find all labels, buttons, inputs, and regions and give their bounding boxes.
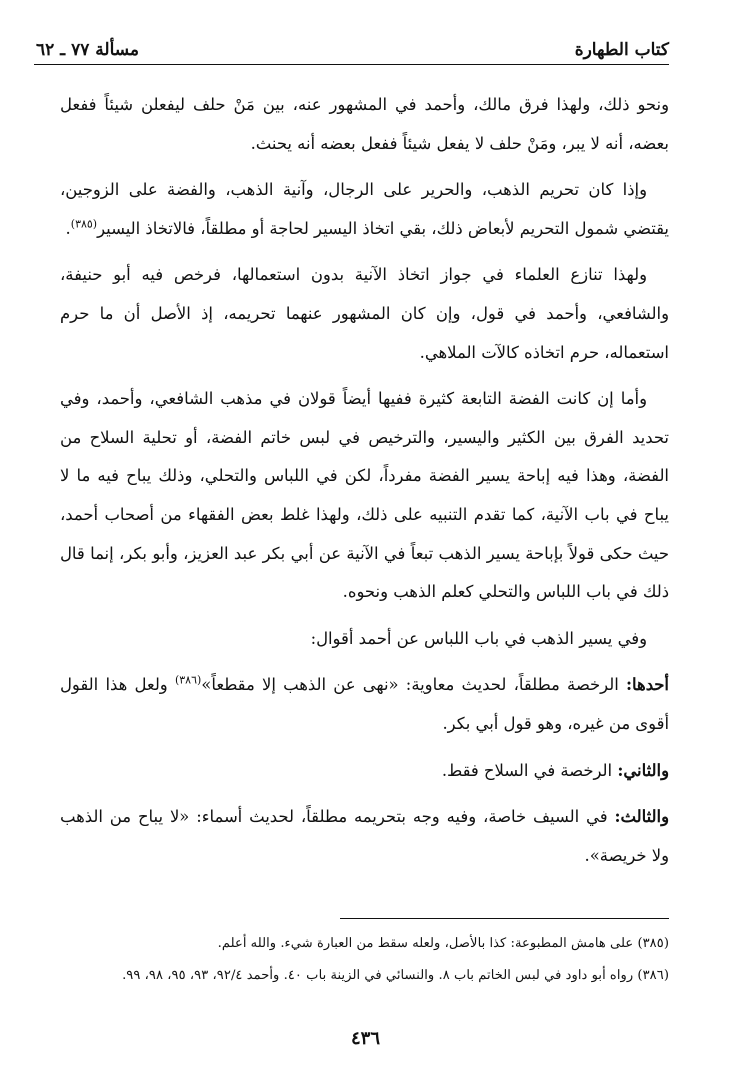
paragraph-5: وفي يسير الذهب في باب اللباس عن أحمد أقوال: [310,628,647,648]
paragraph-2-text: وإذا كان تحريم الذهب، والحرير على الرجال، وآنية الذهب، والفضة على الزوجين، يقتضي شمول التحريم لأبعاض ذلك، بقي اتخاذ اليسير لحاجة أو مطلقاً، فالاتخاذ اليسير [60,180,669,238]
paragraph-7-text: الرخصة في السلاح فقط. [441,760,618,780]
paragraph-8-text: في السيف خاصة، وفيه وجه بتحريمه مطلقاً، لحديث أسماء: «لا يباح من الذهب ولا خريصة». [60,807,669,865]
paragraph-6-text: الرخصة مطلقاً، لحديث معاوية: «نهى عن الذهب إلا مقطعاً» [201,675,626,695]
footnote-ref-385[interactable]: (٣٨٥) [70,217,98,231]
paragraph-4: وأما إن كانت الفضة التابعة كثيرة ففيها أيضاً قولان في مذهب الشافعي، وأحمد، وفي تحديد الفرق بين الكثير واليسير، والترخيص في لبس خاتم الفضة، أو تحلية السلاح من الفضة، وهذا فيه إباحة يسير الفضة مفرداً، لكن في اللباس والتحلي، وذلك يباح فيه ما لا يباح في باب الآنية، كما تقدم التنبيه على ذلك، ولهذا غلط بعض الفقهاء من أصحاب أحمد، حيث حكى قولاً بإباحة يسير الذهب تبعاً في الآنية عن أبي بكر عبد العزيز، وأبو بكر، إنما قال ذلك في باب اللباس والتحلي كعلم الذهب ونحوه. [60,389,669,602]
footnote-385: (٣٨٥) على هامش المطبوعة: كذا بالأصل، ولعله سقط من العبارة شيء. والله أعلم. [217,936,669,951]
running-header [36,28,669,60]
footnote-ref-386[interactable]: (٣٨٦) [174,673,202,687]
paragraph-7-label: والثاني: [617,760,669,780]
footnotes [60,928,669,992]
paragraph-8-label: والثالث: [614,807,669,827]
paragraph-2-end: . [65,218,71,238]
footnote-separator [340,918,669,919]
footnote-386: (٣٨٦) رواه أبو داود في لبس الخاتم باب ٨. والنسائي في الزينة باب ٤٠. وأحمد ٩٢/٤، ٩٣، ٩٥، ٩٨، ٩٩. [122,968,669,983]
paragraph-6-label: أحدها: [626,675,669,695]
issue-range-title: مسألة ٧٧ ـ ٦٢ [36,40,140,60]
page-number: ٤٣٦ [350,1028,380,1049]
header-rule [34,64,669,65]
paragraph-7 [60,752,669,791]
paragraph-1: ونحو ذلك، ولهذا فرق مالك، وأحمد في المشهور عنه، بين مَنْ حلف ليفعلن شيئاً ففعل بعضه، أنه لا يبر، ومَنْ حلف لا يفعل شيئاً ففعل بعضه أنه يحنث. [60,95,669,153]
paragraph-8 [60,798,669,875]
paragraph-2 [60,171,669,248]
paragraph-3: ولهذا تنازع العلماء في جواز اتخاذ الآنية بدون استعمالها، فرخص فيه أبو حنيفة، والشافعي، وأحمد في قول، وإن كان المشهور عنهما تحريمه، إذ الأصل أن ما حرم استعماله، حرم اتخاذه كالآت الملاهي. [60,265,669,362]
paragraph-6-end: ولعل هذا القول أقوى من غيره، وهو قول أبي بكر. [60,675,669,733]
book-section-title: كتاب الطهارة [574,40,669,60]
main-text [60,86,669,883]
paragraph-6 [60,666,669,743]
